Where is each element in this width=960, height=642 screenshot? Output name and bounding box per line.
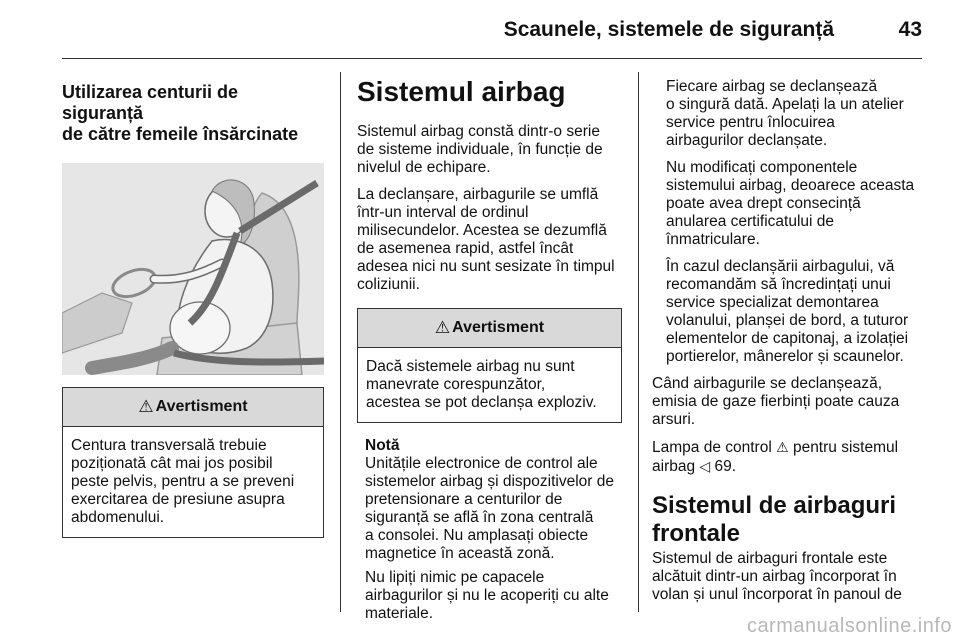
indented-block <box>652 78 922 366</box>
warning-box-seatbelt <box>62 387 324 538</box>
column-1 <box>62 70 324 538</box>
page-reference-icon[interactable]: ◁ <box>699 458 711 474</box>
note-block <box>357 437 622 623</box>
paragraph-airbag-deploy: La declanșare, airbagurile se umflă într-un interval de ordinul milisecundelor. Acestea se dezumflă de asemenea rapid, astfel încât adesea nici nu sunt sesizate în timpul coliziunii. <box>357 186 615 293</box>
column-divider-1 <box>340 72 341 612</box>
warning-triangle-icon: ⚠ <box>434 318 451 337</box>
paragraph-front-airbags: Sistemul de airbaguri frontale este alcătuit dintr-un airbag încorporat în volan și unul încorporat în panoul de <box>652 550 902 603</box>
page-number: 43 <box>898 18 922 41</box>
section-heading-pregnant: Utilizarea centurii de siguranță de către femeile însărcinate <box>62 82 299 144</box>
column-divider-2 <box>638 72 639 612</box>
header-divider <box>62 58 922 59</box>
warning-title: Avertisment <box>155 398 248 415</box>
page-header <box>62 0 922 60</box>
column-3 <box>652 70 922 613</box>
watermark: carmanualsonline.info <box>746 615 952 637</box>
paragraph-after-deployment: În cazul declanșării airbagului, vă recomandăm să încredințați unui service specializat demontarea volanului, planșei de bord, a tuturor elementelor de capitonaj, a izolației portierelor, mânerelor și scaunelor. <box>666 258 909 365</box>
paragraph-do-not-modify: Nu modificați componentele sistemului airbag, deoarece aceasta poate avea drept consecință anularea certificatului de înmatriculare. <box>666 159 915 248</box>
section-heading-airbag: Sistemul airbag <box>357 76 566 107</box>
warning-text: Centura transversală trebuie poziționată cât mai jos posibil peste pelvis, pentru a se preveni exercitarea de presiune asupra abdomenului. <box>71 437 295 526</box>
warning-triangle-icon: ⚠ <box>138 397 154 416</box>
warning-header <box>63 388 323 427</box>
header-title: Scaunele, sistemele de siguranță <box>503 18 834 41</box>
paragraph-hot-gases: Când airbagurile se declanșează, emisia de gaze fierbinți poate cauza arsuri. <box>652 375 900 428</box>
note-paragraph-1: Unitățile electronice de control ale sistemelor airbag și dispozitivelor de pretensionare a centurilor de siguranță se află în zona centrală a consolei. Nu amplasați obiecte magnetice în această zonă. <box>365 455 614 562</box>
paragraph-replace-airbag: Fiecare airbag se declanșează o singură dată. Apelați la un atelier service pentru înlocuirea airbagurilor declanșate. <box>666 78 904 149</box>
warning-box-airbag <box>357 308 622 423</box>
illustration-drawing <box>62 163 324 375</box>
airbag-warning-icon: ⚠ <box>776 439 789 455</box>
warning-header <box>358 309 621 348</box>
note-paragraph-2: Nu lipiți nimic pe capacele airbagurilor și nu le acoperiți cu alte materiale. <box>365 569 609 622</box>
warning-title: Avertisment <box>452 319 545 336</box>
section-heading-front-airbags: Sistemul de airbaguri frontale <box>652 492 897 547</box>
pregnant-woman-seatbelt-illustration <box>62 163 324 375</box>
note-label: Notă <box>365 437 400 454</box>
column-2 <box>357 70 622 632</box>
warning-text: Dacă sistemele airbag nu sunt manevrate corespunzător, acestea se pot declanșa exploziv. <box>366 358 597 411</box>
paragraph-airbag-intro: Sistemul airbag constă dintr-o serie de sisteme individuale, în funcție de nivelul de echipare. <box>357 123 603 176</box>
paragraph-control-lamp: Lampa de control ⚠ pentru sistemul airbag ◁ 69. <box>652 439 899 475</box>
